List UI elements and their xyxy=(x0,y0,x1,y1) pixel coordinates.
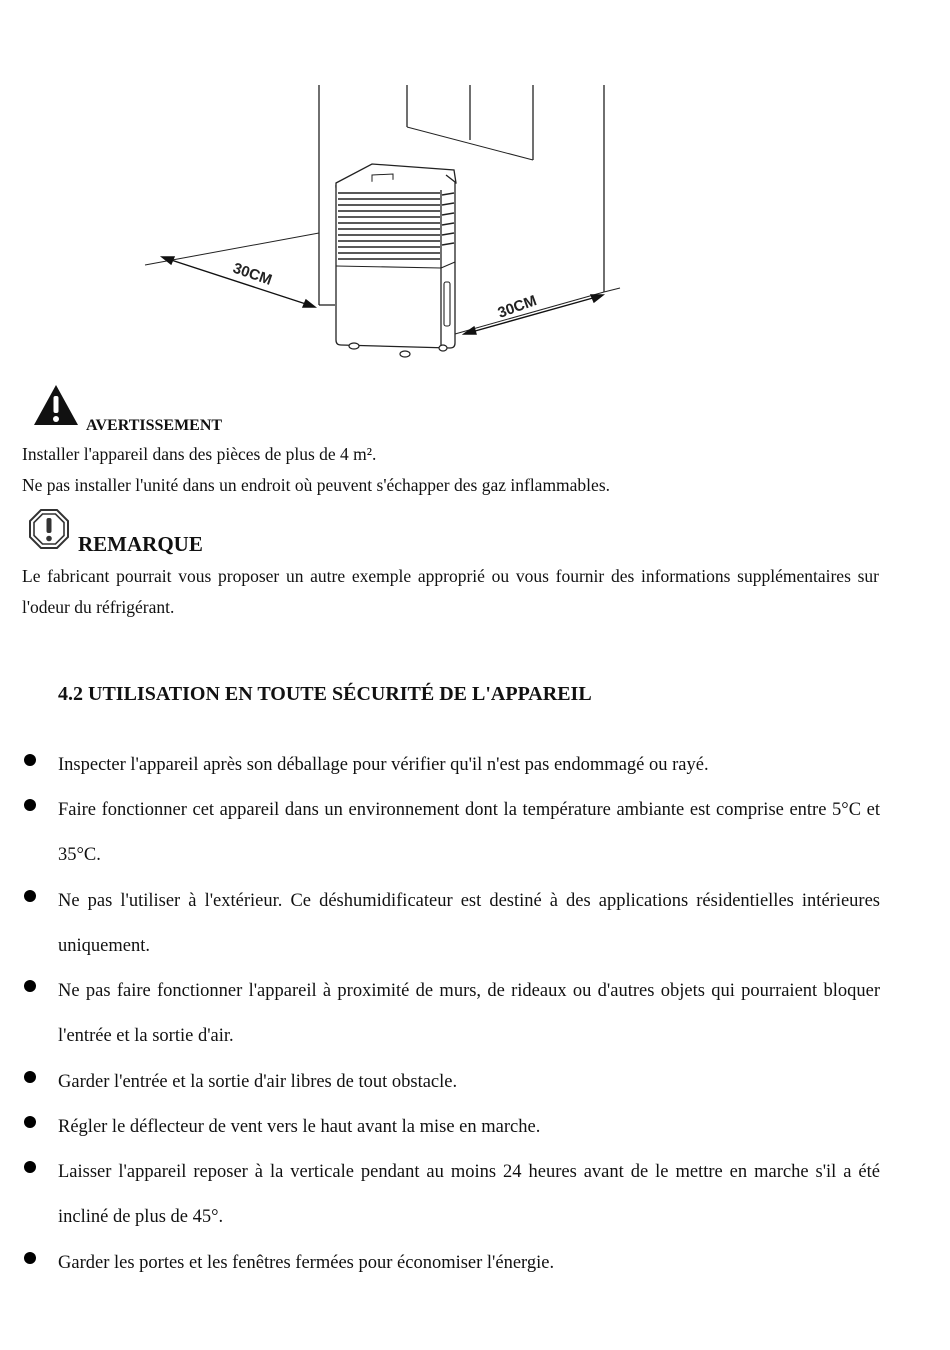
note-text: Le fabricant pourrait vous proposer un autre exemple approprié ou vous fournir des informations supplémentaires sur l'odeur du réfrigérant. xyxy=(22,566,879,617)
bullet-dot xyxy=(24,1161,36,1173)
warning-triangle-icon xyxy=(32,383,80,427)
list-item-text: Ne pas faire fonctionner l'appareil à proximité de murs, de rideaux ou d'autres objets qui pourraient bloquer l'entrée et la sortie d'air. xyxy=(58,981,880,1046)
bullet-dot xyxy=(24,1071,36,1083)
note-title: REMARQUE xyxy=(78,532,203,556)
warning-line-1: Installer l'appareil dans des pièces de plus de 4 m². xyxy=(22,444,377,464)
list-item-text: Faire fonctionner cet appareil dans un environnement dont la température ambiante est comprise entre 5°C et 35°C. xyxy=(58,800,880,865)
warning-title: AVERTISSEMENT xyxy=(86,417,223,434)
exclamation-octagon-icon xyxy=(28,508,70,550)
bullet-dot xyxy=(24,799,36,811)
bullet-dot xyxy=(24,980,36,992)
left-clearance-label: 30CM xyxy=(230,259,275,289)
section-title: 4.2 UTILISATION EN TOUTE SÉCURITÉ DE L'APPAREIL xyxy=(58,683,592,705)
bullet-dot xyxy=(24,1252,36,1264)
list-item-text: Ne pas l'utiliser à l'extérieur. Ce déshumidificateur est destiné à des applications résidentielles intérieures uniquement. xyxy=(58,891,880,956)
bullet-dot xyxy=(24,890,36,902)
installation-clearance-figure xyxy=(0,0,950,380)
list-item-text: Laisser l'appareil reposer à la verticale pendant au moins 24 heures avant de le mettre en marche s'il a été incliné de plus de 45°. xyxy=(58,1162,880,1227)
warning-line-2: Ne pas installer l'unité dans un endroit où peuvent s'échapper des gaz inflammables. xyxy=(22,475,611,495)
list-item-text: Garder les portes et les fenêtres fermées pour économiser l'énergie. xyxy=(58,1253,555,1273)
list-item-text: Inspecter l'appareil après son déballage pour vérifier qu'il n'est pas endommagé ou rayé. xyxy=(58,755,709,775)
list-item-text: Régler le déflecteur de vent vers le haut avant la mise en marche. xyxy=(58,1117,541,1137)
bullet-dot xyxy=(24,1116,36,1128)
right-clearance-label: 30CM xyxy=(495,292,539,322)
dehumidifier-drawing xyxy=(336,164,456,350)
bullet-dot xyxy=(24,754,36,766)
list-item-text: Garder l'entrée et la sortie d'air libres de tout obstacle. xyxy=(58,1072,458,1092)
